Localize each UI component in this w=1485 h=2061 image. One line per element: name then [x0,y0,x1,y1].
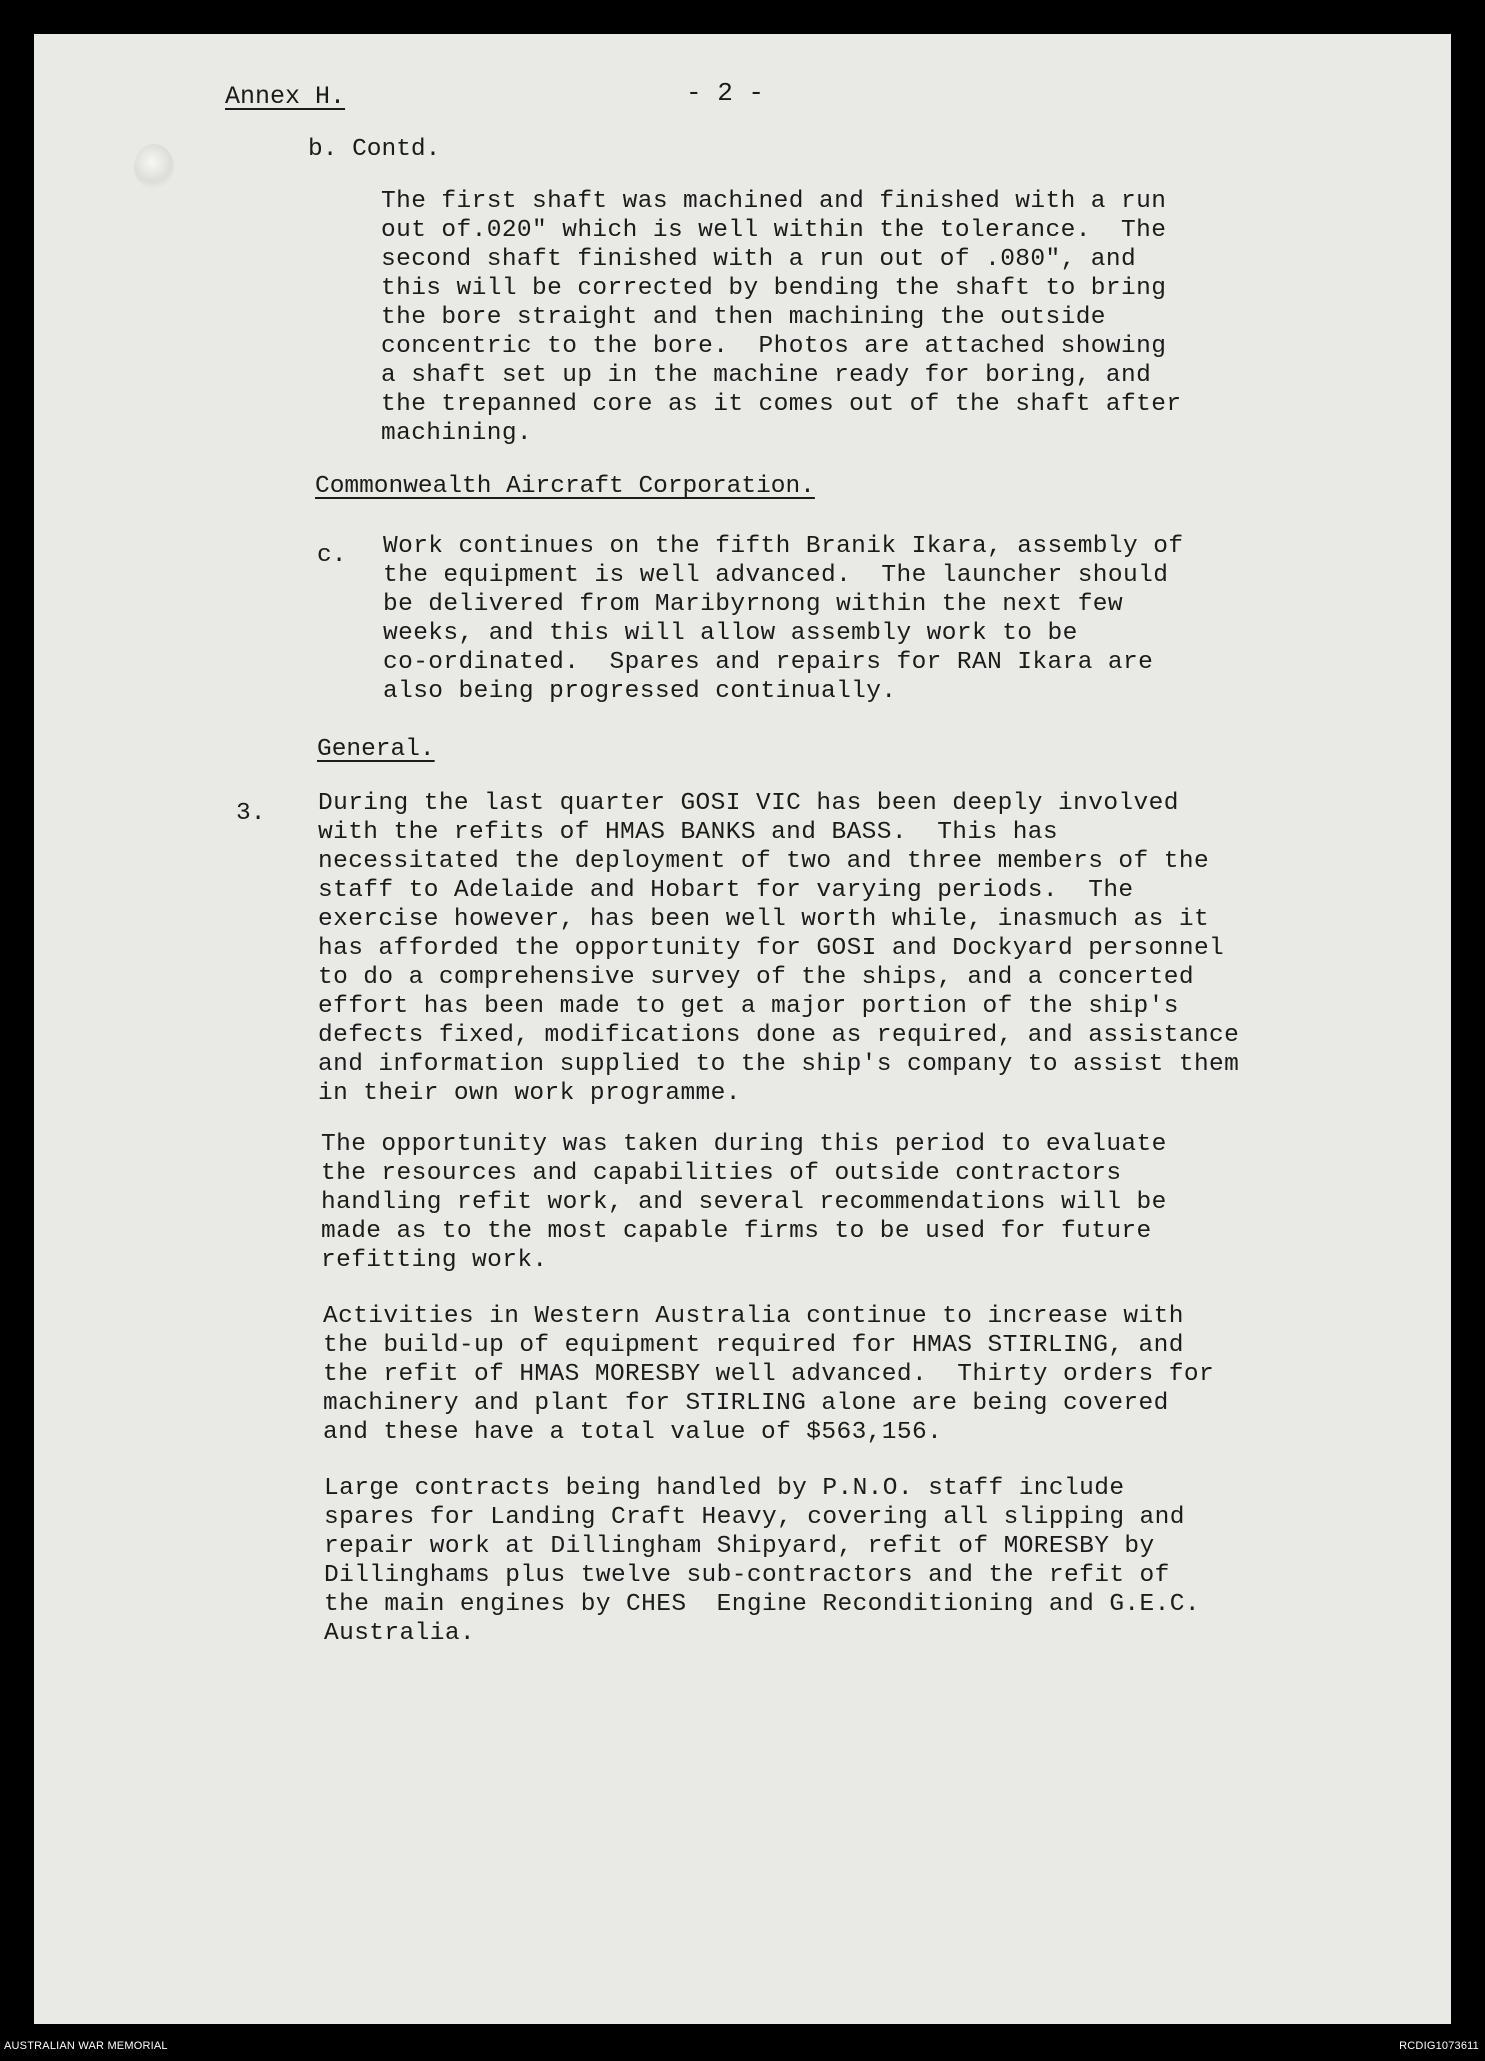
text-line: second shaft finished with a run out of .080", and [381,246,1137,273]
text-line: necessitated the deployment of two and three members of the [318,848,1210,875]
archive-record-id: RCDIG1073611 [1399,2040,1479,2052]
section-c-text [383,532,1183,706]
text-line: staff to Adelaide and Hobart for varying periods. The [318,877,1134,904]
general-paragraph-4 [324,1474,1200,1648]
text-line: made as to the most capable firms to be used for future [321,1218,1152,1245]
text-line: to do a comprehensive survey of the ships, and a concerted [318,964,1194,991]
text-line: During the last quarter GOSI VIC has been deeply involved [318,790,1179,817]
page-number: - 2 - [686,78,765,108]
text-line: handling refit work, and several recommendations will be [321,1189,1167,1216]
text-line: with the refits of HMAS BANKS and BASS. This has [318,819,1059,846]
text-line: be delivered from Maribyrnong within the next few [383,591,1124,618]
text-line: the build-up of equipment required for HMAS STIRLING, and [323,1332,1184,1359]
annex-label: Annex H. [225,82,346,111]
general-paragraph-3 [323,1302,1214,1447]
text-line: effort has been made to get a major portion of the ship's [318,993,1179,1020]
text-line: defects fixed, modifications done as required, and assistance [318,1022,1240,1049]
text-line: a shaft set up in the machine ready for boring, and [381,362,1152,389]
text-line: the bore straight and then machining the outside [381,304,1106,331]
text-line: concentric to the bore. Photos are attached showing [381,333,1167,360]
text-line: and these have a total value of $563,156. [323,1419,943,1446]
text-line: refitting work. [321,1247,548,1274]
text-line: machining. [381,420,533,447]
text-line: Australia. [324,1620,476,1647]
text-line: Work continues on the fifth Branik Ikara, assembly of [383,533,1184,560]
section-c-heading: Commonwealth Aircraft Corporation. [315,473,815,500]
text-line: exercise however, has been well worth while, inasmuch as it [318,906,1210,933]
document-page [34,34,1451,2024]
section-c-label: c. [317,542,347,569]
text-line: also being progressed continually. [383,678,897,705]
text-line: the trepanned core as it comes out of the shaft after [381,391,1182,418]
text-line: repair work at Dillingham Shipyard, refit of MORESBY by [324,1533,1155,1560]
text-line: the refit of HMAS MORESBY well advanced. Thirty orders for [323,1361,1215,1388]
text-line: co-ordinated. Spares and repairs for RAN Ikara are [383,649,1154,676]
text-line: out of.020" which is well within the tolerance. The [381,217,1167,244]
section-b-label: b. Contd. [308,136,441,163]
text-line: the equipment is well advanced. The launcher should [383,562,1169,589]
text-line: Large contracts being handled by P.N.O. staff include [324,1475,1125,1502]
text-line: in their own work programme. [318,1080,741,1107]
text-line: spares for Landing Craft Heavy, covering all slipping and [324,1504,1185,1531]
general-heading: General. [317,736,435,763]
text-line: weeks, and this will allow assembly work to be [383,620,1078,647]
text-line: has afforded the opportunity for GOSI and Dockyard personnel [318,935,1225,962]
general-paragraph-2 [321,1130,1167,1275]
section-b-text [381,187,1181,448]
paragraph-number: 3. [236,800,266,827]
text-line: Dillinghams plus twelve sub-contractors and the refit of [324,1562,1170,1589]
general-paragraph-1 [318,789,1239,1108]
text-line: and information supplied to the ship's company to assist them [318,1051,1240,1078]
text-line: machinery and plant for STIRLING alone are being covered [323,1390,1169,1417]
archive-credit: AUSTRALIAN WAR MEMORIAL [4,2040,168,2052]
text-line: The first shaft was machined and finished with a run [381,188,1167,215]
text-line: this will be corrected by bending the shaft to bring [381,275,1167,302]
text-line: the main engines by CHES Engine Reconditioning and G.E.C. [324,1591,1200,1618]
text-line: the resources and capabilities of outside contractors [321,1160,1122,1187]
text-line: Activities in Western Australia continue to increase with [323,1303,1184,1330]
paper-blemish [134,144,174,190]
text-line: The opportunity was taken during this period to evaluate [321,1131,1167,1158]
